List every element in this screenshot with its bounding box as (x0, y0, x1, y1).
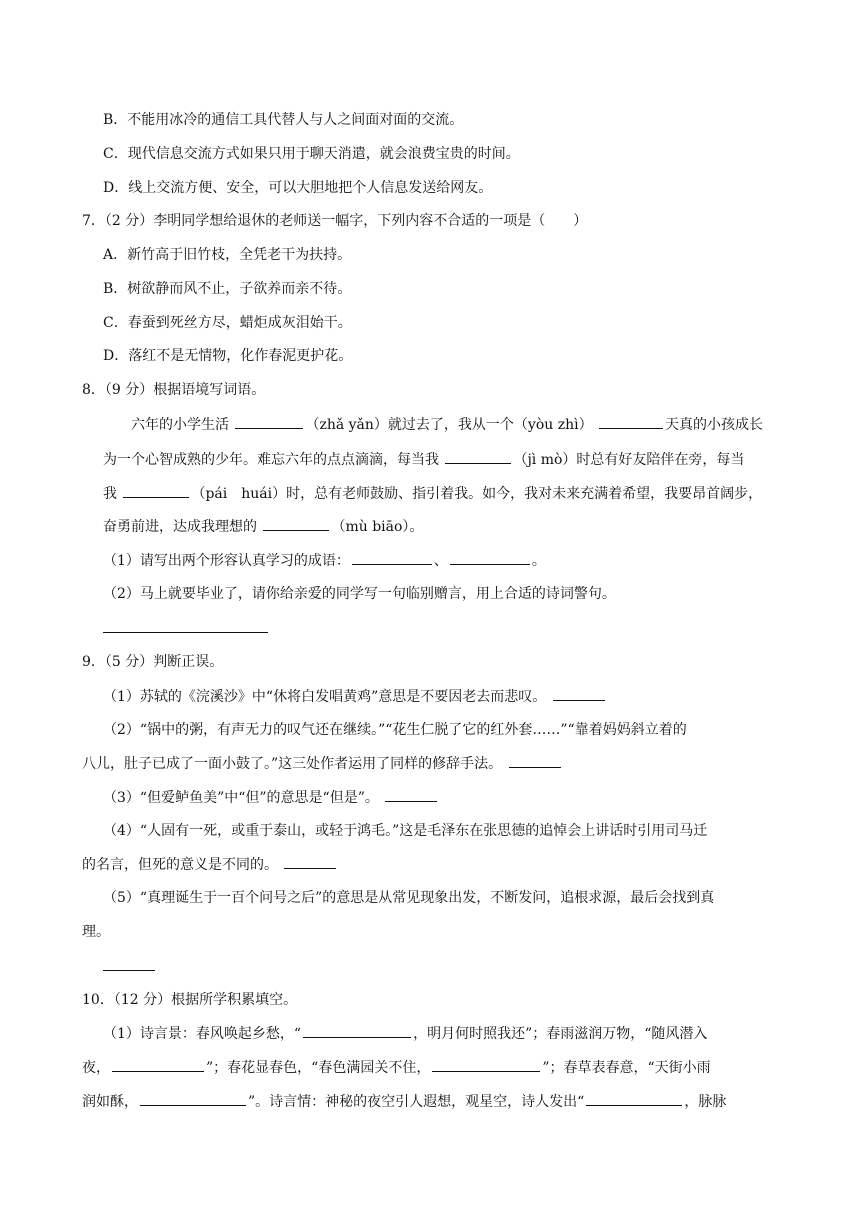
q8-sub1 (103, 550, 546, 571)
q8-text: 六年的小学生活 (131, 417, 229, 433)
answer-blank[interactable] (140, 1091, 246, 1106)
q10-line3 (82, 1091, 726, 1112)
answer-blank[interactable] (284, 854, 336, 869)
answer-blank[interactable] (123, 483, 189, 498)
q9-s5-line2: 理。 (82, 924, 110, 940)
q10-stem: 10．（12 分）根据所学积累填空。 (82, 992, 298, 1008)
q10-text: ”。诗言情：神秘的夜空引人遐想，观星空，诗人发出“ (248, 1094, 585, 1110)
q10-text: ，脉脉 (684, 1094, 727, 1110)
answer-blank[interactable] (432, 1057, 540, 1072)
q9-text: 八儿，肚子已成了一面小鼓了。”这三处作者运用了同样的修辞手法。 (82, 756, 503, 772)
q9-text: （1）苏轼的《浣溪沙》中“休将白发唱黄鸡”意思是不要因老去而悲叹。 (103, 689, 547, 705)
q10-text: 夜， (82, 1060, 110, 1076)
q10-text: ”；春花显春色，“春色满园关不住， (206, 1060, 431, 1076)
q10-text: ，明月何时照我还”；春雨滋润万物，“随风潜入 (413, 1026, 708, 1042)
q8-text: 我 (103, 486, 117, 502)
q8-text: （zhǎ yǎn）就过去了，我从一个（yòu zhì） (305, 417, 593, 433)
q10-text: 润如酥， (82, 1094, 138, 1110)
q7-option-a: A．新竹高于旧竹枝，全凭老干为扶持。 (103, 247, 352, 263)
q9-s2-line1: （2）“锅中的粥，有声无力的叹气还在继续。”“花生仁脱了它的红外套……”“靠着妈妈斜立着的 (103, 722, 687, 738)
q10-line1 (103, 1023, 707, 1044)
answer-blank[interactable] (445, 449, 511, 464)
q8-text: 天真的小孩成长 (665, 417, 764, 433)
q7-option-b: B．树欲静而风不止，子欲养而亲不待。 (103, 281, 352, 297)
answer-line[interactable] (103, 632, 268, 633)
q8-text: （mù biāo）。 (331, 519, 424, 535)
answer-blank[interactable] (263, 516, 329, 531)
q8-para-line3 (103, 483, 762, 504)
q10-text: （1）诗言景：春风唤起乡愁，“ (103, 1026, 302, 1042)
q9-s1 (103, 686, 607, 707)
q8-stem: 8．（9 分）根据语境写词语。 (82, 382, 266, 398)
answer-blank[interactable] (385, 787, 437, 802)
answer-blank[interactable] (450, 550, 530, 565)
q8-para-line4 (103, 516, 423, 537)
answer-line[interactable] (103, 970, 155, 971)
q8-text: 。 (531, 553, 546, 569)
q9-s4-line2 (82, 854, 338, 875)
q8-text: 奋勇前进，达成我理想的 (103, 519, 257, 535)
q6-option-c: C．现代信息交流方式如果只用于聊天消遣，就会浪费宝贵的时间。 (103, 146, 520, 162)
q8-text: 、 (433, 553, 448, 569)
answer-blank[interactable] (553, 686, 605, 701)
answer-blank[interactable] (235, 414, 303, 429)
answer-blank[interactable] (303, 1023, 411, 1038)
q7-option-d: D．落红不是无情物，化作春泥更护花。 (103, 348, 353, 364)
q8-text: （jì mò）时总有好友陪伴在旁，每当 (513, 452, 745, 468)
q8-para-line2 (103, 449, 744, 470)
q8-para-line1 (131, 414, 763, 435)
q9-text: 的名言，但死的意义是不同的。 (82, 857, 278, 873)
q7-stem: 7．（2 分）李明同学想给退休的老师送一幅字，下列内容不合适的一项是（ ） (82, 213, 588, 229)
q8-text: 为一个心智成熟的少年。难忘六年的点点滴滴，每当我 (103, 452, 439, 468)
q10-line2 (82, 1057, 711, 1078)
q6-option-d: D．线上交流方便、安全，可以大胆地把个人信息发送给网友。 (103, 180, 493, 196)
q6-option-b: B．不能用冰冷的通信工具代替人与人之间面对面的交流。 (103, 112, 464, 128)
q8-text: （1）请写出两个形容认真学习的成语： (103, 553, 350, 569)
q8-sub2: （2）马上就要毕业了，请你给亲爱的同学写一句临别赠言，用上合适的诗词警句。 (103, 586, 616, 602)
answer-blank[interactable] (112, 1057, 204, 1072)
q9-s4-line1: （4）“人固有一死，或重于泰山，或轻于鸿毛。”这是毛泽东在张思德的追悼会上讲话时引用司马迁 (103, 823, 708, 839)
q9-s3 (103, 787, 439, 808)
q7-option-c: C．春蚕到死丝方尽，蜡炬成灰泪始干。 (103, 315, 352, 331)
answer-blank[interactable] (586, 1091, 682, 1106)
answer-blank[interactable] (352, 550, 432, 565)
q9-text: （3）“但爱鲈鱼美”中“但”的意思是“但是”。 (103, 790, 379, 806)
q9-stem: 9．（5 分）判断正误。 (82, 654, 224, 670)
answer-blank[interactable] (599, 414, 663, 429)
q8-text: （pái huái）时，总有老师鼓励、指引着我。如今，我对未来充满着希望，我要昂首阔步， (191, 486, 763, 502)
q9-s2-line2 (82, 753, 563, 774)
q10-text: ”；春草表春意，“天街小雨 (542, 1060, 711, 1076)
q9-s5-line1: （5）“真理诞生于一百个问号之后”的意思是从常见现象出发，不断发问，追根求源，最后会找到真 (103, 890, 715, 906)
answer-blank[interactable] (509, 753, 561, 768)
